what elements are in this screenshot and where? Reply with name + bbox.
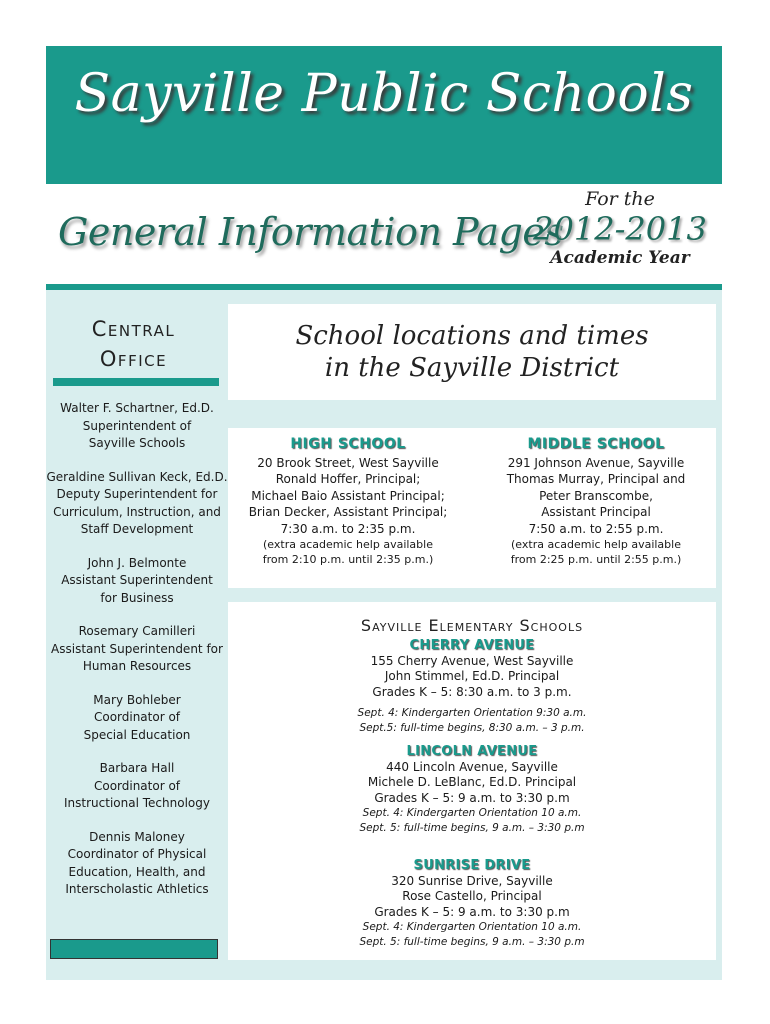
subheader bbox=[46, 184, 722, 290]
middle-school-hours: 7:50 a.m. to 2:55 p.m. bbox=[528, 521, 664, 536]
staff-line: Sayville Schools bbox=[88, 436, 186, 450]
staff-line: for Business bbox=[100, 590, 174, 605]
high-school-note: from 2:10 p.m. until 2:35 p.m.) bbox=[262, 553, 434, 566]
middle-school-note: (extra academic help available bbox=[511, 538, 681, 551]
locations-title bbox=[228, 320, 716, 384]
elementary-school-note: Sept.5: full-time begins, 8:30 a.m. – 3 p.m. bbox=[359, 722, 585, 734]
high-school-hours: 7:30 a.m. to 2:35 p.m. bbox=[280, 521, 416, 536]
middle-school-line: Peter Branscombe, bbox=[539, 488, 653, 503]
elementary-school-line: 440 Lincoln Avenue, Sayville bbox=[386, 759, 558, 774]
secondary-schools-panel bbox=[228, 428, 716, 588]
elementary-school-sunrise-drive bbox=[228, 858, 716, 950]
staff-line: Rosemary Camilleri bbox=[78, 624, 196, 638]
staff-line: Superintendent of bbox=[82, 418, 192, 433]
elementary-school-note: Sept. 4: Kindergarten Orientation 10 a.m. bbox=[362, 921, 582, 933]
staff-line: Human Resources bbox=[82, 659, 192, 673]
high-school-line: Michael Baio Assistant Principal; bbox=[251, 488, 445, 503]
page-title: Sayville Public Schools bbox=[74, 64, 694, 124]
for-the-label: For the bbox=[585, 188, 655, 210]
middle-school-line: 291 Johnson Avenue, Sayville bbox=[507, 455, 685, 470]
header-band bbox=[46, 46, 722, 184]
elementary-school-name: CHERRY AVENUE bbox=[409, 638, 535, 653]
staff-line: Coordinator of bbox=[93, 778, 181, 793]
central-office-footer-bar bbox=[50, 939, 218, 959]
elementary-school-line: Grades K – 5: 9 a.m. to 3:30 p.m bbox=[374, 904, 570, 919]
elementary-school-note: Sept. 5: full-time begins, 9 a.m. – 3:30 p.m bbox=[359, 822, 585, 834]
staff-line: Coordinator of Physical bbox=[67, 847, 207, 861]
year-block bbox=[530, 188, 710, 268]
locations-title-line1: School locations and times bbox=[295, 321, 649, 351]
locations-title-line2: in the Sayville District bbox=[324, 353, 620, 383]
staff-line: Dennis Maloney bbox=[89, 829, 185, 844]
staff-entry-physical-education bbox=[46, 829, 228, 899]
staff-line: Special Education bbox=[83, 727, 191, 742]
staff-entry-deputy-superintendent bbox=[46, 469, 228, 539]
high-school-note: (extra academic help available bbox=[263, 538, 433, 551]
elementary-school-name: SUNRISE DRIVE bbox=[413, 858, 531, 873]
staff-line: John J. Belmonte bbox=[87, 555, 187, 570]
staff-line: Interscholastic Athletics bbox=[65, 882, 209, 896]
high-school-block bbox=[228, 436, 468, 567]
middle-school-name: MIDDLE SCHOOL bbox=[527, 436, 665, 452]
elementary-school-note: Sept. 4: Kindergarten Orientation 9:30 a.m. bbox=[357, 707, 587, 719]
staff-line: Curriculum, Instruction, and bbox=[53, 504, 221, 519]
central-office-divider bbox=[53, 378, 219, 386]
staff-line: Instructional Technology bbox=[64, 796, 210, 810]
info-page bbox=[46, 46, 722, 980]
elementary-school-line: Michele D. LeBlanc, Ed.D. Principal bbox=[367, 775, 577, 789]
elementary-schools-panel bbox=[228, 602, 716, 960]
staff-entry-business bbox=[46, 555, 228, 608]
locations-title-panel bbox=[228, 304, 716, 400]
high-school-line: 20 Brook Street, West Sayville bbox=[257, 455, 439, 470]
staff-line: Geraldine Sullivan Keck, Ed.D. bbox=[46, 469, 228, 484]
elementary-schools-heading: Sayville Elementary Schools bbox=[360, 616, 584, 635]
central-office-heading bbox=[46, 314, 221, 374]
staff-entry-superintendent bbox=[46, 400, 228, 453]
central-office-heading-line1: Central bbox=[91, 317, 176, 341]
staff-entry-special-education bbox=[46, 692, 228, 745]
staff-line: Education, Health, and bbox=[68, 864, 206, 879]
elementary-school-line: Grades K – 5: 8:30 a.m. to 3 p.m. bbox=[372, 684, 572, 699]
central-office-staff-list bbox=[46, 400, 228, 915]
academic-year-range: 2012-2013 bbox=[533, 210, 707, 248]
elementary-school-name: LINCOLN AVENUE bbox=[406, 744, 538, 759]
staff-line: Mary Bohleber bbox=[93, 692, 181, 707]
high-school-name: HIGH SCHOOL bbox=[290, 436, 406, 452]
middle-school-block bbox=[476, 436, 716, 567]
elementary-school-lincoln-avenue bbox=[228, 744, 716, 836]
elementary-school-line: Grades K – 5: 9 a.m. to 3:30 p.m bbox=[374, 790, 570, 805]
staff-line: Coordinator of bbox=[93, 710, 181, 724]
elementary-school-line: John Stimmel, Ed.D. Principal bbox=[384, 669, 560, 683]
staff-line: Assistant Superintendent for bbox=[51, 641, 223, 656]
staff-line: Barbara Hall bbox=[99, 761, 175, 775]
staff-entry-human-resources bbox=[46, 623, 228, 676]
middle-school-note: from 2:25 p.m. until 2:55 p.m.) bbox=[510, 553, 682, 566]
academic-year-label: Academic Year bbox=[550, 248, 690, 268]
middle-school-line: Assistant Principal bbox=[541, 505, 651, 519]
general-information-title: General Information Pages bbox=[58, 210, 564, 254]
high-school-line: Brian Decker, Assistant Principal; bbox=[248, 505, 448, 519]
elementary-school-line: Rose Castello, Principal bbox=[402, 889, 542, 903]
high-school-line: Ronald Hoffer, Principal; bbox=[275, 472, 421, 486]
staff-entry-instructional-technology bbox=[46, 760, 228, 813]
staff-line: Assistant Superintendent bbox=[61, 573, 213, 587]
central-office-heading-line2: Office bbox=[99, 347, 168, 371]
elementary-school-note: Sept. 4: Kindergarten Orientation 10 a.m. bbox=[362, 807, 582, 819]
elementary-school-line: 320 Sunrise Drive, Sayville bbox=[391, 873, 553, 888]
staff-line: Staff Development bbox=[80, 522, 194, 536]
elementary-school-cherry-avenue bbox=[228, 638, 716, 736]
elementary-school-line: 155 Cherry Avenue, West Sayville bbox=[370, 653, 574, 668]
staff-line: Walter F. Schartner, Ed.D. bbox=[60, 401, 214, 415]
elementary-school-note: Sept. 5: full-time begins, 9 a.m. – 3:30 p.m bbox=[359, 936, 585, 948]
staff-line: Deputy Superintendent for bbox=[56, 487, 218, 501]
middle-school-line: Thomas Murray, Principal and bbox=[506, 472, 686, 486]
